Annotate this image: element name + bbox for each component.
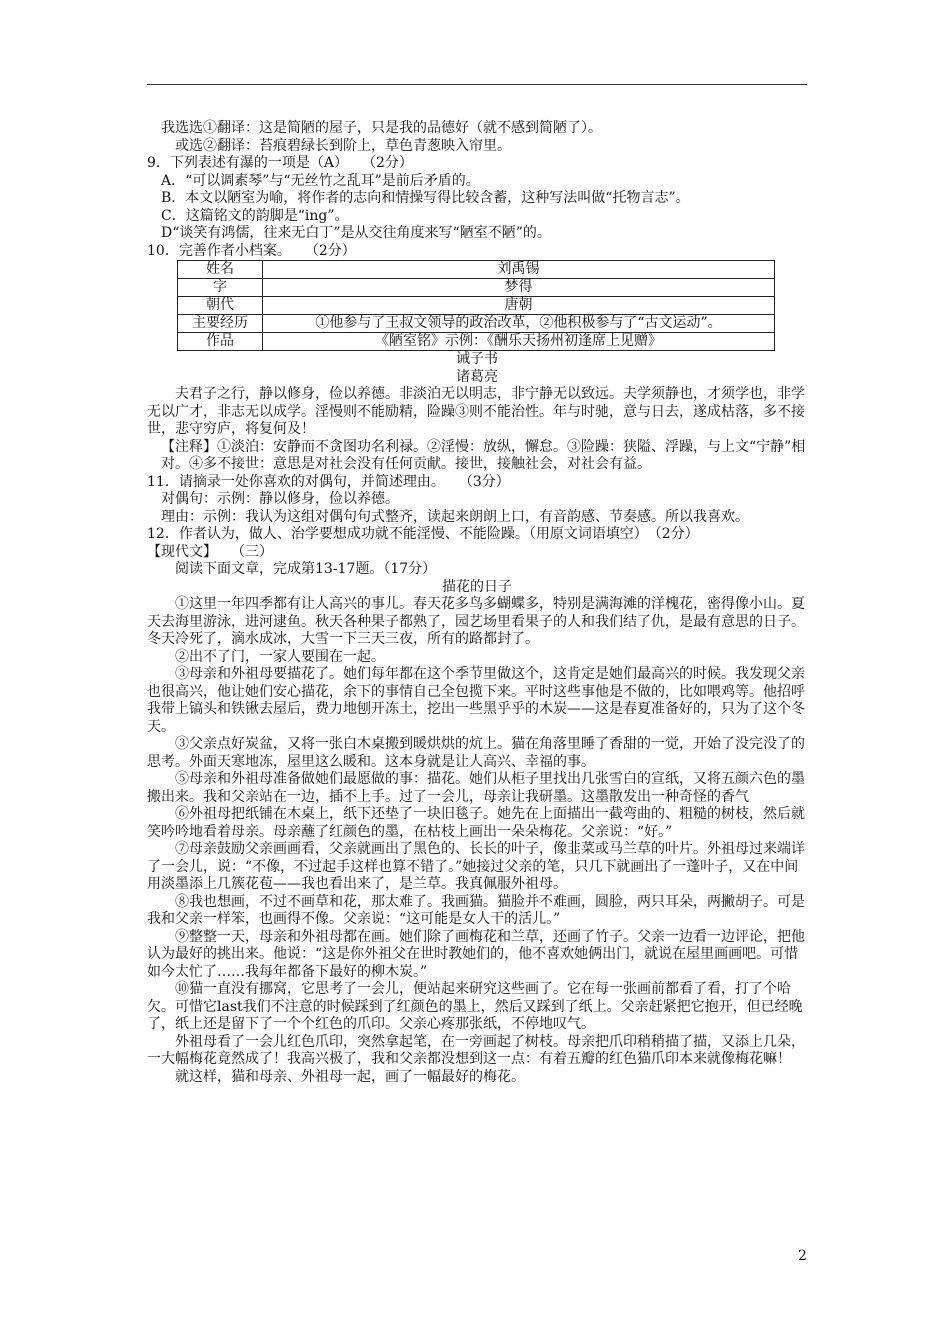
table-label: 作品 bbox=[178, 333, 263, 351]
table-row bbox=[178, 333, 775, 351]
table-value: 唐朝 bbox=[263, 297, 775, 315]
table-label: 主要经历 bbox=[178, 315, 263, 333]
article-paragraph: ②出不了门，一家人要围在一起。 bbox=[175, 648, 385, 665]
article-paragraph: ③父亲点好炭盆，又将一张白木桌搬到暖烘烘的炕上。猫在角落里睡了香甜的一觉，开始了没完没了的思考。外面天寒地冻，屋里这么暖和。这本身就是让人高兴、幸福的事。 bbox=[147, 736, 805, 770]
article-paragraph: ⑤母亲和外祖母准备做她们最愿做的事：描花。她们从柜子里找出几张雪白的宣纸，又将五颜六色的墨搬出来。我和父亲站在一边，插不上手。过了一会儿，母亲让我研墨。这墨散发出一种奇怪的香气 bbox=[147, 771, 805, 805]
table-row bbox=[178, 297, 775, 315]
author-profile-table bbox=[177, 260, 775, 351]
answer-line-1: 我选选①翻译：这是简陋的屋子，只是我的品德好（就不感到简陋了）。 bbox=[161, 120, 602, 136]
q12-stem: 12．作者认为，做人、治学要想成功就不能淫慢、不能险躁。（用原文词语填空） （2分） bbox=[147, 526, 699, 542]
article-paragraph: ⑨整整一天，母亲和外祖母都在画。她们除了画梅花和兰草，还画了竹子。父亲一边看一边评论，把他认为最好的挑出来。他说：“这是你外祖父在世时教她们的，他不喜欢她俩出门，就说在屋里画画吧。可惜如今太忙了……我每年都备下最好的柳木炭。” bbox=[147, 928, 805, 980]
page-content bbox=[147, 120, 807, 1086]
q11-stem: 11．请摘录一处你喜欢的对偶句，并简述理由。 （3分） bbox=[147, 473, 510, 490]
q9-option-c: C．这篇铭文的韵脚是“ing”。 bbox=[161, 207, 349, 224]
article-paragraph: ⑧我也想画，不过不画草和花，那太难了。我画猫。猫脸并不难画，圆脸，两只耳朵，两撇胡子。可是我和父亲一样笨，也画得不像。父亲说：“这可能是女人干的活儿。” bbox=[147, 893, 805, 927]
article-paragraph: ⑦母亲鼓励父亲画画看，父亲就画出了黑色的、长长的叶子，像韭菜或马兰草的叶片。外祖母过来端详了一会儿，说：“不像，不过起手这样也算不错了。”她接过父亲的笔，只几下就画出了一蓬叶子，又在中间用淡墨添上几簇花苞——我也看出来了，是兰草。我真佩服外祖母。 bbox=[147, 841, 805, 892]
poem-notes: 【注释】①淡泊：安静而不贪图功名利禄。②淫慢：放纵，懈怠。③险躁：狭隘、浮躁，与上文“宁静”相对。④多不接世：意思是对社会没有任何贡献。接世，接触社会，对社会有益。 bbox=[161, 438, 806, 472]
article-paragraph: ⑥外祖母把纸铺在木桌上，纸下还垫了一块旧毯子。她先在上面描出一截弯曲的、粗糙的树枝，然后就笑吟吟地看着母亲。母亲蘸了红颜色的墨，在枯枝上画出一朵朵梅花。父亲说：“好。” bbox=[147, 806, 805, 840]
table-label: 字 bbox=[178, 279, 263, 297]
table-value: ①他参与了王叔文领导的政治改革，②他积极参与了“古文运动”。 bbox=[263, 315, 775, 333]
poem-title: 诫子书 bbox=[456, 351, 498, 367]
table-row bbox=[178, 279, 775, 297]
article-paragraph: 就这样，猫和母亲、外祖母一起，画了一幅最好的梅花。 bbox=[175, 1068, 525, 1085]
article-paragraph: ⑩猫一直没有挪窝，它思考了一会儿，便站起来研究这些画了。它在每一张画前都看了看，打了个哈欠。可惜它last我们不注意的时候踩到了红颜色的墨上，然后又踩到了纸上。父亲赶紧把它抱开，但已经晚了，纸上还是留下了一个个红色的爪印。父亲心疼那张纸，不停地叹气。 bbox=[147, 981, 803, 1032]
table-row bbox=[178, 261, 775, 279]
article-paragraph: ①这里一年四季都有让人高兴的事儿。春天花多鸟多蝴蝶多，特别是满海滩的洋槐花，密得像小山。夏天去海里游泳，进河逮鱼。秋天各种果子都熟了，园艺场里看果子的人和我们结了仇，是最有意思的日子。冬天冷死了，滴水成冰，大雪一下三天三夜，所有的路都封了。 bbox=[147, 596, 805, 647]
q9-stem: 9．下列表述有瀑的一项是（A） （2分） bbox=[147, 155, 413, 171]
table-value: 刘禹锡 bbox=[263, 261, 775, 279]
page-number: 2 bbox=[798, 1248, 807, 1264]
q9-option-d: D“谈笑有鸿儒，往来无白丁”是从交往角度来写“陋室不陋”的。 bbox=[161, 225, 551, 241]
article-paragraph: 外祖母看了一会儿红色爪印，突然拿起笔，在一旁画起了树枝。母亲把爪印稍稍描了描，又添上几朵，一大幅梅花竟然成了！我高兴极了，我和父亲都没想到这一点：有着五瓣的红色猫爪印本来就像梅花嘛！ bbox=[147, 1033, 805, 1067]
table-value: 《陋室铭》示例：《酬乐天扬州初逢席上见赠》 bbox=[263, 333, 775, 351]
header-rule bbox=[147, 84, 807, 85]
answer-line-2: 或选②翻译：苔痕碧绿长到阶上，草色青葱映入帘里。 bbox=[175, 137, 511, 154]
table-row bbox=[178, 315, 775, 333]
table-label: 朝代 bbox=[178, 297, 263, 315]
section-heading: 【现代文】 （三） bbox=[147, 543, 273, 560]
article-title: 描花的日子 bbox=[442, 578, 512, 595]
table-value: 梦得 bbox=[263, 279, 775, 297]
article-paragraph: ③母亲和外祖母要描花了。她们每年都在这个季节里做这个，这肯定是她们最高兴的时候。我发现父亲也很高兴，他让她们安心描花，余下的事情自己全包揽下来。平时这些事他是不做的，比如喂鸡等。他招呼我带上镐头和铁锹去屋后，费力地刨开冻土，挖出一些黑乎乎的木炭——这是春夏准备好的，只为了这个冬天。 bbox=[147, 666, 805, 735]
q9-option-a: A．“可以调素琴”与“无丝竹之乱耳”是前后矛盾的。 bbox=[161, 172, 480, 189]
section-instruction: 阅读下面文章，完成第13-17题。（17分） bbox=[175, 561, 437, 577]
q11-answer-1: 对偶句：示例：静以修身，俭以养德。 bbox=[161, 491, 399, 507]
table-label: 姓名 bbox=[178, 261, 263, 279]
q11-answer-2: 理由：示例：我认为这组对偶句句式整齐，读起来朗朗上口，有音韵感、节奏感。所以我喜欢。 bbox=[161, 508, 749, 525]
q10-stem: 10．完善作者小档案。 （2分） bbox=[147, 242, 356, 259]
poem-author: 诸葛亮 bbox=[456, 368, 498, 385]
q9-option-b: B．本文以陋室为喻，将作者的志向和情操写得比较含蓄，这种写法叫做“托物言志”。 bbox=[161, 190, 690, 206]
poem-body: 夫君子之行，静以修身，俭以养德。非淡泊无以明志，非宁静无以致远。夫学须静也，才须学也，非学无以广才，非志无以成学。淫慢则不能励精，险躁③则不能治性。年与时驰，意与日去，遂成枯落，多不接世，悲守穷庐，将复何及！ bbox=[147, 386, 805, 437]
